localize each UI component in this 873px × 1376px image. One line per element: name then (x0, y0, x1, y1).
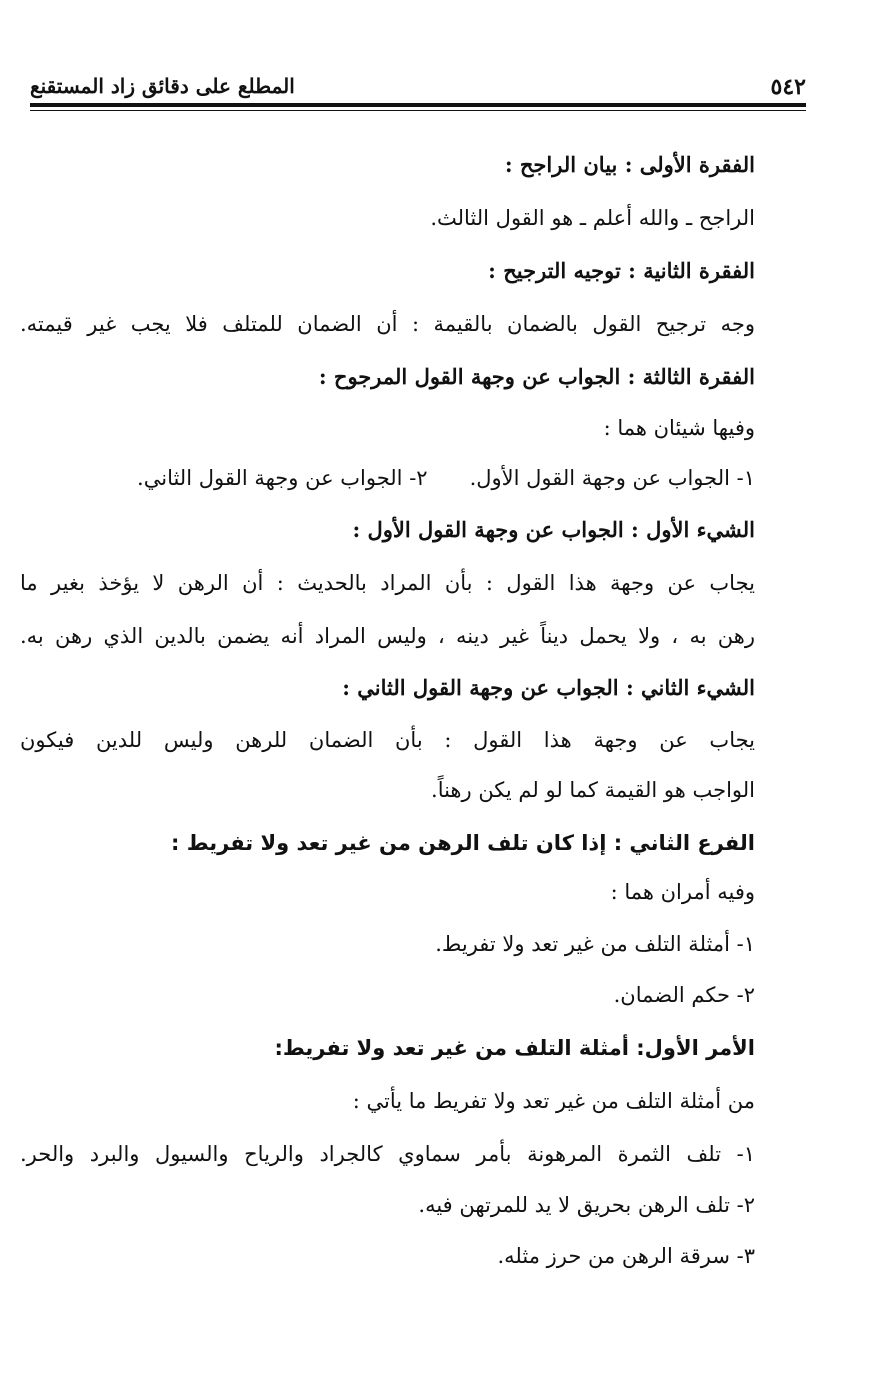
body-text: وجه ترجيح القول بالضمان بالقيمة : أن الضمان للمتلف فلا يجب غير قيمته. (20, 312, 755, 336)
branch-heading: الفرع الثاني : إذا كان تلف الرهن من غير تعد ولا تفريط : (171, 831, 755, 855)
body-text: يجاب عن وجهة هذا القول : بأن الضمان للرهن وليس للدين فيكون (20, 728, 755, 752)
page-header (30, 72, 806, 102)
list-item: ١- تلف الثمرة المرهونة بأمر سماوي كالجراد والرياح والسيول والبرد والحر. (20, 1142, 755, 1166)
body-text: رهن به ، ولا يحمل ديناً غير دينه ، وليس المراد أنه يضمن بالدين الذي رهن به. (20, 624, 755, 648)
body-text: الواجب هو القيمة كما لو لم يكن رهناً. (431, 778, 755, 802)
body-text: من أمثلة التلف من غير تعد ولا تفريط ما يأتي : (352, 1089, 755, 1113)
body-text: وفيه أمران هما : (610, 880, 755, 904)
body-text: يجاب عن وجهة هذا القول : بأن المراد بالحديث : أن الرهن لا يؤخذ بغير ما (20, 571, 755, 595)
list-item: ٣- سرقة الرهن من حرز مثله. (497, 1244, 755, 1268)
list-item: ٢- حكم الضمان. (613, 983, 755, 1007)
paragraph-heading: الفقرة الأولى : بيان الراجح : (504, 152, 755, 177)
list-item: ١- الجواب عن وجهة القول الأول. (469, 466, 755, 490)
section-heading: الشيء الثاني : الجواب عن وجهة القول الثاني : (342, 675, 755, 700)
paragraph-heading: الفقرة الثالثة : الجواب عن وجهة القول المرجوح : (318, 364, 755, 389)
list-item: ١- أمثلة التلف من غير تعد ولا تفريط. (435, 932, 755, 956)
matter-heading: الأمر الأول: أمثلة التلف من غير تعد ولا تفريط: (274, 1036, 755, 1060)
header-rule (30, 103, 806, 107)
header-rule-thin (30, 110, 806, 111)
section-heading: الشيء الأول : الجواب عن وجهة القول الأول : (352, 517, 755, 542)
paragraph-heading: الفقرة الثانية : توجيه الترجيح : (488, 258, 755, 283)
body-text: الراجح ـ والله أعلم ـ هو القول الثالث. (430, 206, 755, 230)
running-title: المطلع على دقائق زاد المستقنع (30, 74, 295, 98)
list-item: ٢- الجواب عن وجهة القول الثاني. (137, 466, 428, 490)
body-text: وفيها شيئان هما : (603, 416, 755, 440)
list-item: ٢- تلف الرهن بحريق لا يد للمرتهن فيه. (418, 1193, 755, 1217)
page-number: ٥٤٢ (770, 74, 806, 100)
list-row (137, 463, 755, 493)
